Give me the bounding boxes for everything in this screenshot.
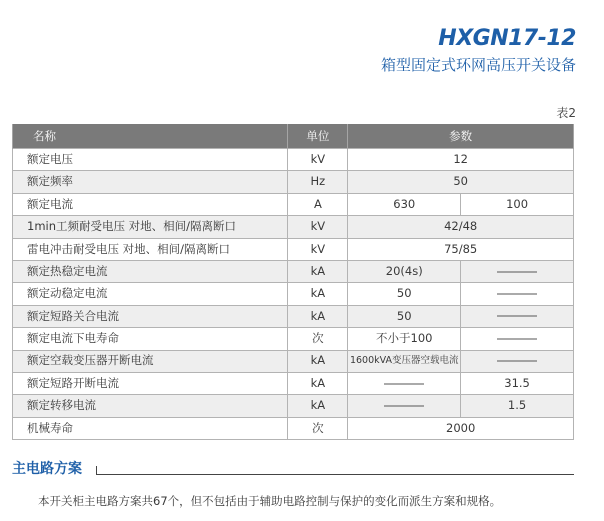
row-value: 1.5: [461, 395, 574, 417]
row-unit: A: [288, 193, 348, 215]
row-name: 机械寿命: [13, 417, 288, 439]
table-row: [13, 372, 574, 394]
row-value: 31.5: [461, 372, 574, 394]
row-unit: Hz: [288, 171, 348, 193]
row-value: 50: [348, 171, 574, 193]
row-unit: kA: [288, 395, 348, 417]
row-unit: 次: [288, 328, 348, 350]
model-number: HXGN17-12: [438, 26, 576, 51]
table-row: [13, 395, 574, 417]
row-name: 额定电压: [13, 149, 288, 171]
table-row: [13, 238, 574, 260]
row-name: 额定电流下电寿命: [13, 328, 288, 350]
table-row: [13, 149, 574, 171]
row-name: 额定转移电流: [13, 395, 288, 417]
row-name: 额定热稳定电流: [13, 260, 288, 282]
spec-table: [12, 124, 574, 440]
row-unit: kA: [288, 350, 348, 372]
header-name: 名称: [13, 124, 288, 149]
not-applicable-dash: [461, 350, 574, 372]
row-value: 不小于100: [348, 328, 461, 350]
row-name: 1min工频耐受电压 对地、相间/隔离断口: [13, 216, 288, 238]
table-row: [13, 260, 574, 282]
table-row: [13, 216, 574, 238]
row-name: 雷电冲击耐受电压 对地、相间/隔离断口: [13, 238, 288, 260]
section-divider-tick: [96, 466, 97, 474]
table-row: [13, 193, 574, 215]
table-row: [13, 171, 574, 193]
not-applicable-dash: [461, 305, 574, 327]
not-applicable-dash: [348, 372, 461, 394]
not-applicable-dash: [461, 260, 574, 282]
dash-line: [384, 405, 424, 406]
row-name: 额定电流: [13, 193, 288, 215]
table-header-row: [13, 124, 574, 149]
section-divider: [96, 474, 574, 475]
row-name: 额定短路开断电流: [13, 372, 288, 394]
row-unit: 次: [288, 417, 348, 439]
table-row: [13, 350, 574, 372]
row-unit: kA: [288, 305, 348, 327]
dash-line: [497, 316, 537, 317]
row-value: 100: [461, 193, 574, 215]
row-unit: kV: [288, 216, 348, 238]
row-name: 额定频率: [13, 171, 288, 193]
row-unit: kV: [288, 238, 348, 260]
row-value: 2000: [348, 417, 574, 439]
row-value: 75/85: [348, 238, 574, 260]
row-value: 42/48: [348, 216, 574, 238]
not-applicable-dash: [348, 395, 461, 417]
row-value: 630: [348, 193, 461, 215]
header-params: 参数: [348, 124, 574, 149]
product-name: 箱型固定式环网高压开关设备: [380, 56, 576, 74]
header-unit: 单位: [288, 124, 348, 149]
dash-line: [497, 294, 537, 295]
row-name: 额定短路关合电流: [13, 305, 288, 327]
dash-line: [384, 383, 424, 384]
row-unit: kA: [288, 372, 348, 394]
table-row: [13, 283, 574, 305]
row-value: 12: [348, 149, 574, 171]
dash-line: [497, 338, 537, 339]
dash-line: [497, 361, 537, 362]
row-unit: kA: [288, 283, 348, 305]
row-value: 50: [348, 305, 461, 327]
row-name: 额定动稳定电流: [13, 283, 288, 305]
section-note: 本开关柜主电路方案共67个，但不包括由于辅助电路控制与保护的变化而派生方案和规格。: [38, 494, 502, 508]
table-row: [13, 417, 574, 439]
row-unit: kA: [288, 260, 348, 282]
table-number: 表2: [556, 106, 576, 120]
not-applicable-dash: [461, 328, 574, 350]
dash-line: [497, 271, 537, 272]
section-title: 主电路方案: [12, 461, 82, 477]
row-name: 额定空载变压器开断电流: [13, 350, 288, 372]
table-row: [13, 328, 574, 350]
table-row: [13, 305, 574, 327]
row-unit: kV: [288, 149, 348, 171]
row-value: 20(4s): [348, 260, 461, 282]
row-value: 1600kVA变压器空载电流: [348, 350, 461, 372]
row-value: 50: [348, 283, 461, 305]
not-applicable-dash: [461, 283, 574, 305]
